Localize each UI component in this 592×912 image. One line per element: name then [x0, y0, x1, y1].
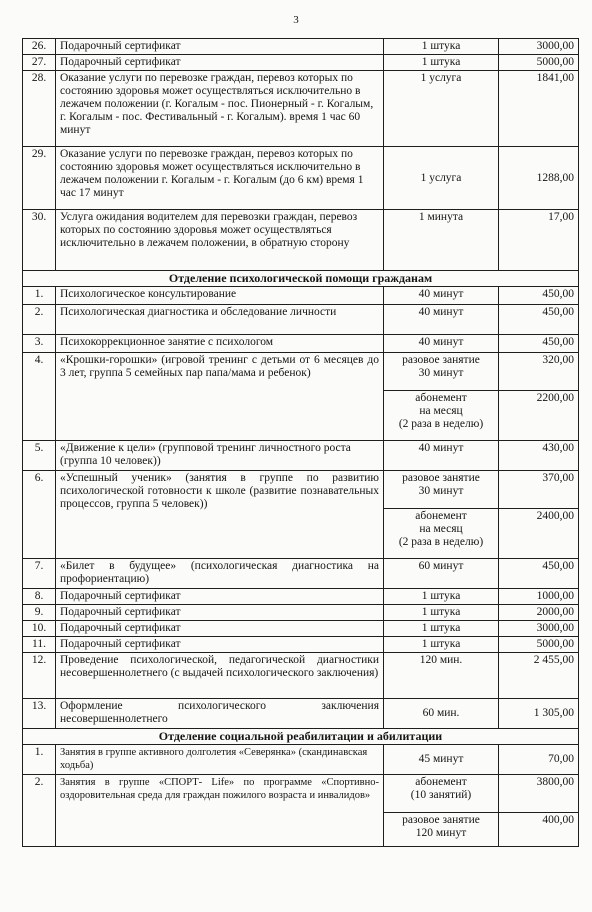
unit-line: 30 минут: [418, 485, 464, 497]
price-cell: 3000,00: [499, 39, 579, 55]
table-row: [23, 147, 579, 210]
service-name: Оформление психологического заключения несовершеннолетнего: [56, 699, 384, 729]
price-cell: 3000,00: [499, 621, 579, 637]
service-name: Услуга ожидания водителем для перевозки граждан, перевоз которых по состоянию здоровья может осуществляться исключительно в лежачем положении, в обратную сторону: [56, 210, 384, 271]
row-number: 2.: [23, 775, 56, 847]
unit-cell: 1 штука: [384, 637, 499, 653]
table-row: [23, 441, 579, 471]
price-cell: 450,00: [499, 287, 579, 305]
unit-cell: 60 мин.: [384, 699, 499, 729]
row-number: 2.: [23, 305, 56, 335]
row-number: 1.: [23, 745, 56, 775]
table-row: [23, 55, 579, 71]
price-cell: 1000,00: [499, 589, 579, 605]
unit-cell: 40 минут: [384, 287, 499, 305]
table-row: [23, 353, 579, 391]
table-row: [23, 71, 579, 147]
unit-line: (2 раза в неделю): [398, 536, 484, 548]
unit-cell: [384, 813, 499, 847]
unit-cell: 1 штука: [384, 39, 499, 55]
row-number: 12.: [23, 653, 56, 699]
price-cell: 1288,00: [499, 147, 579, 210]
row-number: 7.: [23, 559, 56, 589]
table-row: [23, 287, 579, 305]
service-name: Оказание услуги по перевозке граждан, перевоз которых по состоянию здоровья может осуществляться исключительно в лежачем положении (г. Когалым - пос. Пионерный - г. Когалым, г. Когалым - пос. Фестивальный - г. Когалым). время 1 час 60 минут: [56, 71, 384, 147]
unit-cell: 1 услуга: [384, 147, 499, 210]
price-cell: 370,00: [499, 471, 579, 509]
service-name: Подарочный сертификат: [56, 589, 384, 605]
table-row: [23, 605, 579, 621]
row-number: 13.: [23, 699, 56, 729]
table-row: [23, 305, 579, 335]
service-name: Подарочный сертификат: [56, 605, 384, 621]
price-list-table: [22, 38, 579, 847]
price-cell: 450,00: [499, 559, 579, 589]
row-number: 5.: [23, 441, 56, 471]
section-header-row: [23, 271, 579, 287]
service-name: «Билет в будущее» (психологическая диагностика на профориентацию): [56, 559, 384, 589]
unit-cell: 1 штука: [384, 589, 499, 605]
service-name: Психологическое консультирование: [56, 287, 384, 305]
price-cell: 5000,00: [499, 637, 579, 653]
table-row: [23, 775, 579, 813]
unit-line: (10 занятий): [410, 789, 472, 801]
page-number: 3: [293, 14, 299, 26]
price-cell: 430,00: [499, 441, 579, 471]
unit-cell: 1 штука: [384, 621, 499, 637]
table-row: [23, 559, 579, 589]
unit-line: на месяц: [419, 523, 463, 535]
unit-cell: [384, 353, 499, 391]
service-name: Подарочный сертификат: [56, 637, 384, 653]
price-cell: 450,00: [499, 305, 579, 335]
service-name: Подарочный сертификат: [56, 39, 384, 55]
row-number: 28.: [23, 71, 56, 147]
unit-cell: 40 минут: [384, 305, 499, 335]
row-number: 30.: [23, 210, 56, 271]
service-name: «Успешный ученик» (занятия в группе по развитию психологической готовности к школе (развитие познавательных процессов, группа 5 человек)): [56, 471, 384, 559]
unit-cell: 40 минут: [384, 441, 499, 471]
price-cell: 3800,00: [499, 775, 579, 813]
price-cell: 400,00: [499, 813, 579, 847]
service-name: «Движение к цели» (групповой тренинг личностного роста (группа 10 человек)): [56, 441, 384, 471]
unit-line: абонемент: [415, 776, 467, 788]
service-name: Психокоррекционное занятие с психологом: [56, 335, 384, 353]
price-cell: 2000,00: [499, 605, 579, 621]
price-cell: 450,00: [499, 335, 579, 353]
row-number: 11.: [23, 637, 56, 653]
service-name: Оказание услуги по перевозке граждан, перевоз которых по состоянию здоровья может осуществляться исключительно в лежачем положении г. Когалым - г. Когалым (до 6 км) время 1 час 17 минут: [56, 147, 384, 210]
unit-cell: 1 минута: [384, 210, 499, 271]
unit-line: 30 минут: [418, 367, 464, 379]
unit-cell: 120 мин.: [384, 653, 499, 699]
table-row: [23, 589, 579, 605]
table-row: [23, 699, 579, 729]
price-cell: 70,00: [499, 745, 579, 775]
unit-line: 120 минут: [415, 827, 467, 839]
price-cell: 320,00: [499, 353, 579, 391]
service-name: Подарочный сертификат: [56, 55, 384, 71]
table-row: [23, 745, 579, 775]
unit-cell: 40 минут: [384, 335, 499, 353]
table-row: [23, 210, 579, 271]
table-row: [23, 39, 579, 55]
row-number: 1.: [23, 287, 56, 305]
unit-cell: [384, 471, 499, 509]
unit-cell: 1 услуга: [384, 71, 499, 147]
row-number: 26.: [23, 39, 56, 55]
unit-line: разовое занятие: [402, 814, 480, 826]
row-number: 3.: [23, 335, 56, 353]
price-cell: 17,00: [499, 210, 579, 271]
unit-cell: 45 минут: [384, 745, 499, 775]
row-number: 9.: [23, 605, 56, 621]
unit-cell: 60 минут: [384, 559, 499, 589]
service-name: Подарочный сертификат: [56, 621, 384, 637]
table-row: [23, 471, 579, 509]
table-row: [23, 335, 579, 353]
unit-cell: [384, 775, 499, 813]
table-row: [23, 621, 579, 637]
service-name: Психологическая диагностика и обследование личности: [56, 305, 384, 335]
table-row: [23, 637, 579, 653]
service-name: Занятия в группе активного долголетия «Северянка» (скандинавская ходьба): [56, 745, 384, 775]
section-title-social: Отделение социальной реабилитации и абилитации: [23, 729, 579, 745]
unit-line: (2 раза в неделю): [398, 418, 484, 430]
unit-line: разовое занятие: [402, 472, 480, 484]
service-name: Проведение психологической, педагогической диагностики несовершеннолетнего (с выдачей психологического заключения): [56, 653, 384, 699]
row-number: 29.: [23, 147, 56, 210]
price-cell: 1841,00: [499, 71, 579, 147]
section-title-psychology: Отделение психологической помощи гражданам: [23, 271, 579, 287]
unit-cell: [384, 391, 499, 441]
price-cell: 1 305,00: [499, 699, 579, 729]
unit-cell: [384, 509, 499, 559]
row-number: 27.: [23, 55, 56, 71]
row-number: 4.: [23, 353, 56, 441]
row-number: 10.: [23, 621, 56, 637]
price-cell: 2 455,00: [499, 653, 579, 699]
unit-line: разовое занятие: [402, 354, 480, 366]
price-cell: 2200,00: [499, 391, 579, 441]
unit-line: абонемент: [415, 510, 467, 522]
row-number: 8.: [23, 589, 56, 605]
unit-line: абонемент: [415, 392, 467, 404]
row-number: 6.: [23, 471, 56, 559]
service-name: Занятия в группе «СПОРТ- Life» по программе «Спортивно-оздоровительная среда для граждан пожилого возраста и инвалидов»: [56, 775, 384, 847]
price-cell: 5000,00: [499, 55, 579, 71]
unit-cell: 1 штука: [384, 55, 499, 71]
service-name: «Крошки-горошки» (игровой тренинг с детьми от 6 месяцев до 3 лет, группа 5 семейных пар папа/мама и ребенок): [56, 353, 384, 441]
unit-cell: 1 штука: [384, 605, 499, 621]
unit-line: на месяц: [419, 405, 463, 417]
section-header-row: [23, 729, 579, 745]
table-row: [23, 653, 579, 699]
price-cell: 2400,00: [499, 509, 579, 559]
